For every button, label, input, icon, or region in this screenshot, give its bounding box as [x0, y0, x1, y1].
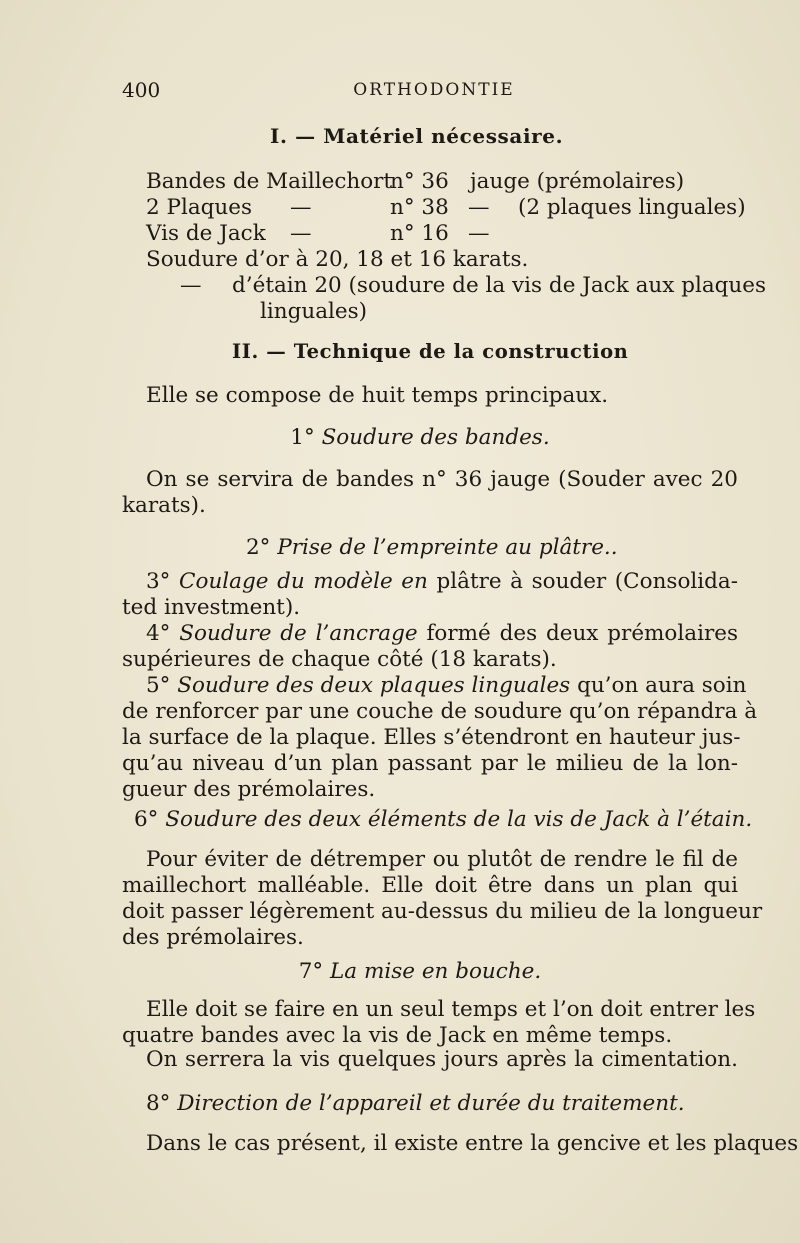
ditto-dash: — [290, 221, 312, 246]
section-heading-1: I. — Matériel nécessaire. [270, 124, 564, 148]
step-6-text-3: doit passer légèrement au-dessus du milieu de la longueur [122, 899, 763, 924]
step-4-line-2: supérieures de chaque côté (18 karats). [122, 647, 557, 672]
step-7-text-1: Elle doit se faire en un seul temps et l’on doit entrer les [146, 997, 756, 1022]
ditto-dash: — [468, 195, 490, 220]
ditto-dash: — [468, 221, 490, 246]
step-6-text-1: Pour éviter de détremper ou plutôt de rendre le fil de [146, 847, 738, 872]
step-6-heading: 6° Soudure des deux éléments de la vis de Jack à l’étain. [134, 807, 753, 832]
material-name: 2 Plaques [146, 195, 253, 220]
solder-gold-line: Soudure d’or à 20, 18 et 16 karats. [146, 247, 529, 272]
step-1-text: On se servira de bandes n° 36 jauge (Souder avec 20 [146, 467, 738, 492]
step-3-line-1: 3° Coulage du modèle en plâtre à souder (Consolida- [146, 569, 738, 594]
material-name: Bandes de Maillechort [146, 169, 393, 194]
step-5-line-1: 5° Soudure des deux plaques linguales qu’on aura soin [146, 673, 747, 698]
step-6-text-2: maillechort malléable. Elle doit être dans un plan qui [122, 873, 738, 898]
step-8-heading: 8° Direction de l’appareil et durée du traitement. [146, 1091, 685, 1116]
solder-tin-line-cont: linguales) [260, 299, 368, 324]
material-number: n° 36 [390, 169, 449, 194]
page-number: 400 [122, 78, 161, 102]
step-5-line-5: gueur des prémolaires. [122, 777, 376, 802]
running-title: ORTHODONTIE [353, 80, 515, 100]
step-6-text-4: des prémolaires. [122, 925, 304, 950]
ditto-dash: — [180, 273, 202, 298]
step-7-text-2: quatre bandes avec la vis de Jack en même temps. [122, 1023, 673, 1048]
step-7-heading: 7° La mise en bouche. [298, 959, 542, 984]
step-5-line-2: de renforcer par une couche de soudure qu’on répandra à [122, 699, 758, 724]
solder-tin-line: d’étain 20 (soudure de la vis de Jack aux plaques [232, 273, 767, 298]
material-detail: jauge (prémolaires) [470, 169, 685, 194]
page-header [122, 78, 738, 104]
section-heading-2: II. — Technique de la construction [232, 340, 629, 363]
step-2-heading: 2° Prise de l’empreinte au plâtre.. [246, 535, 618, 560]
step-5-line-4: qu’au niveau d’un plan passant par le milieu de la lon- [122, 751, 738, 776]
section-intro: Elle se compose de huit temps principaux. [146, 383, 609, 408]
material-number: n° 16 [390, 221, 449, 246]
step-3-line-2: ted investment). [122, 595, 301, 620]
step-1-text-cont: karats). [122, 493, 206, 518]
material-detail: (2 plaques linguales) [518, 195, 746, 220]
material-name: Vis de Jack [146, 221, 266, 246]
ditto-dash: — [290, 195, 312, 220]
step-4-line-1: 4° Soudure de l’ancrage formé des deux prémolaires [146, 621, 738, 646]
step-5-line-3: la surface de la plaque. Elles s’étendront en hauteur jus- [122, 725, 741, 750]
step-1-heading: 1° Soudure des bandes. [290, 425, 550, 450]
material-number: n° 38 [390, 195, 449, 220]
step-8-text: Dans le cas présent, il existe entre la gencive et les plaques [146, 1131, 799, 1156]
step-7-text-3: On serrera la vis quelques jours après la cimentation. [146, 1047, 738, 1072]
